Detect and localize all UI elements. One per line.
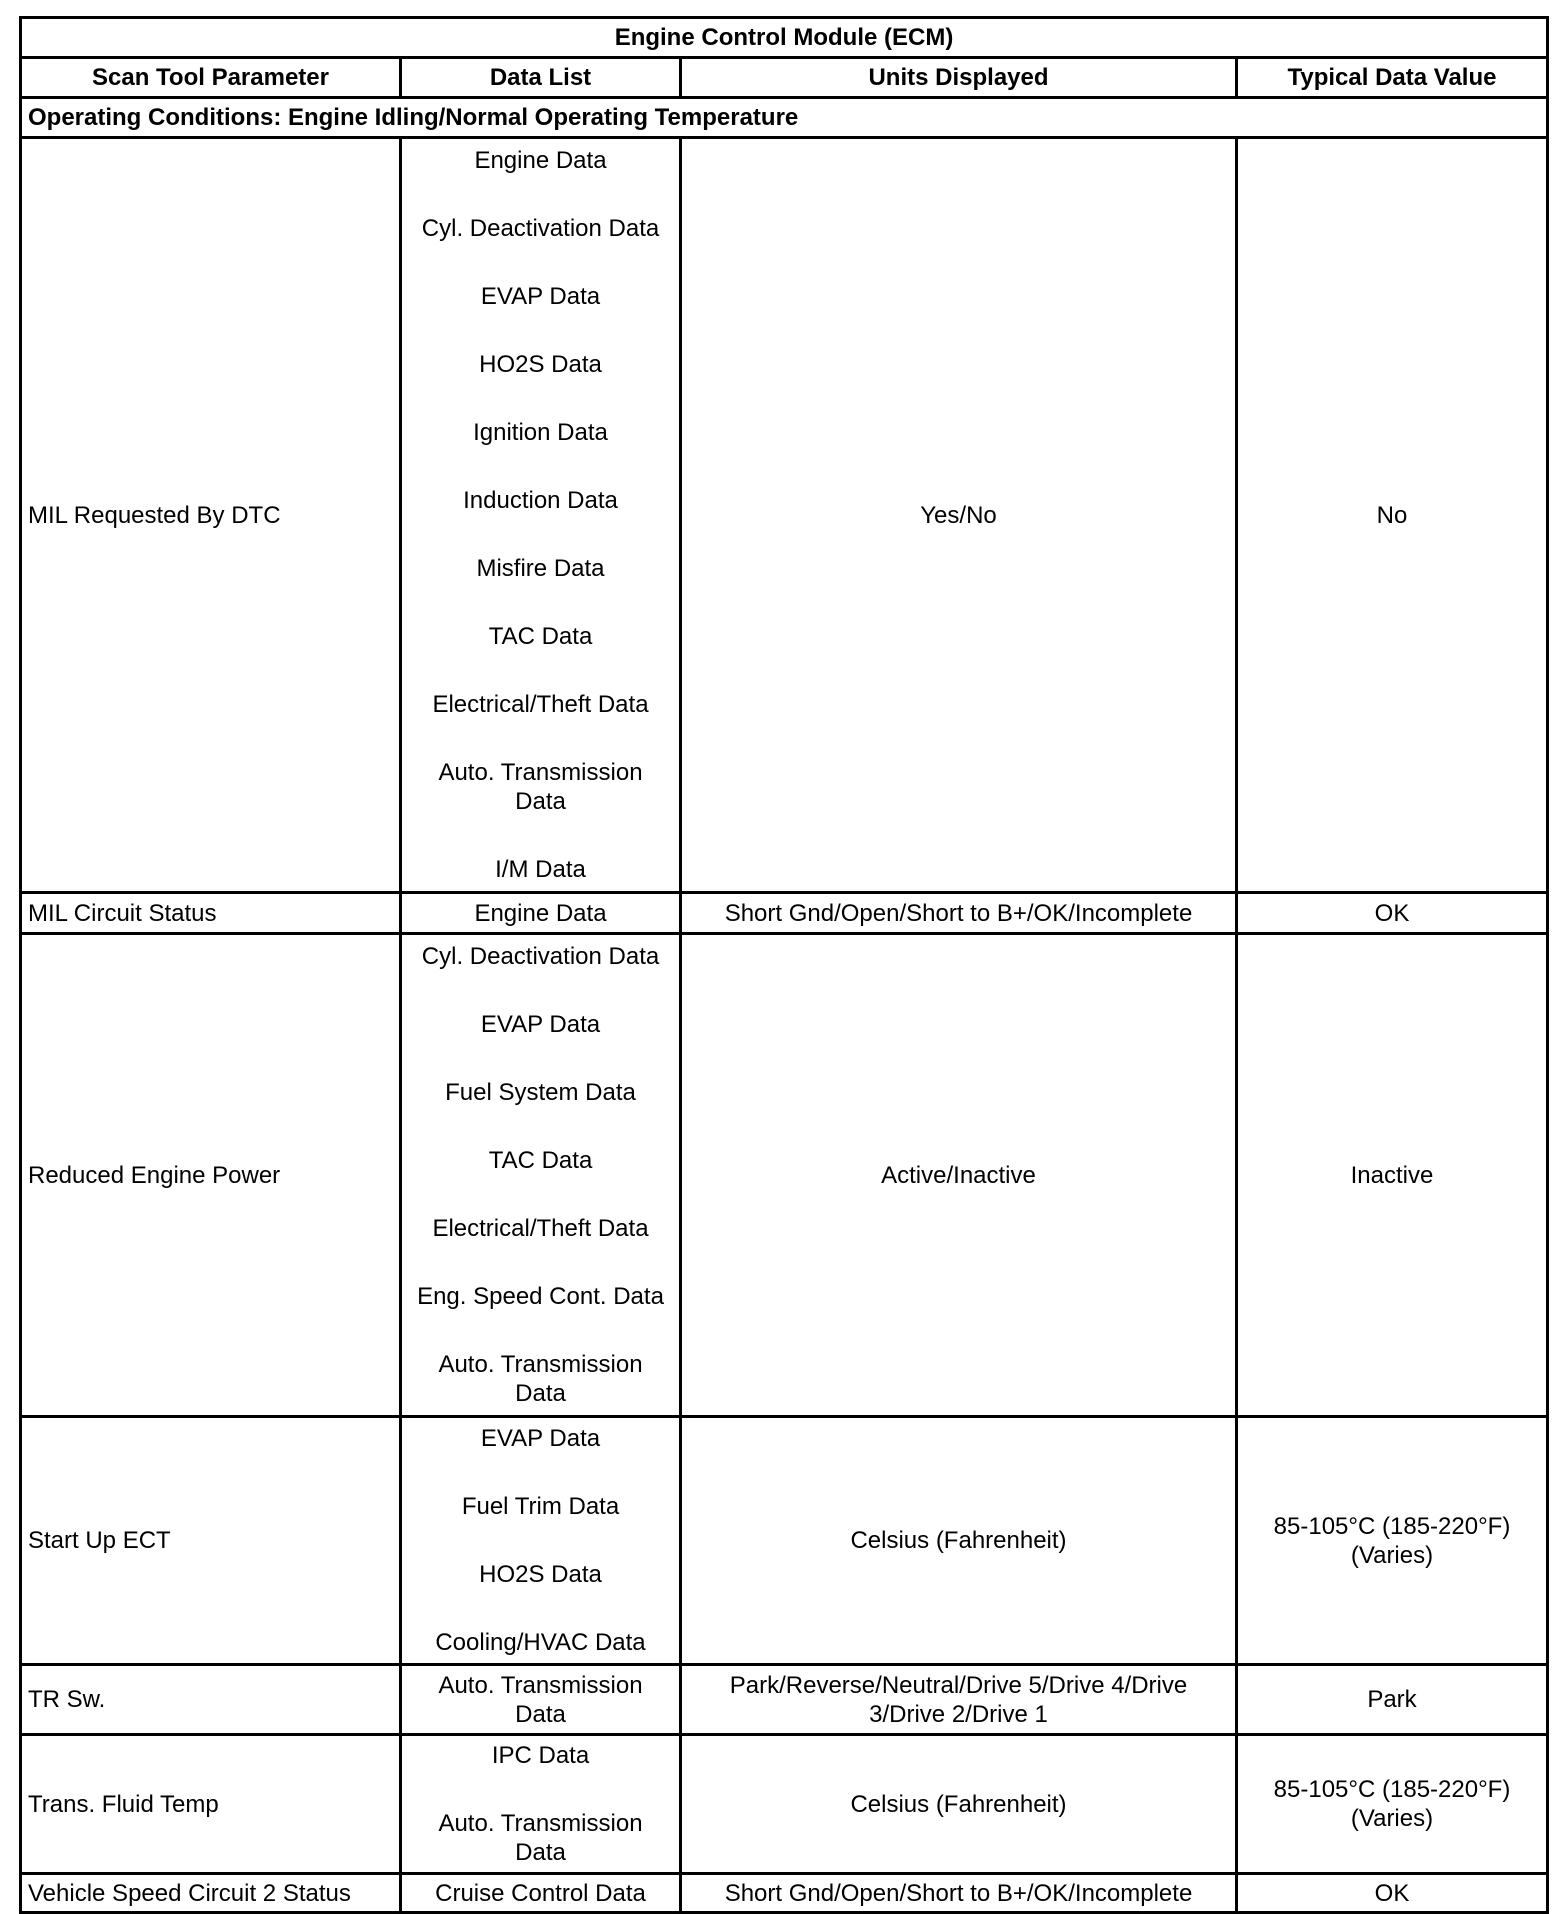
data-list-item: TAC Data	[488, 1147, 593, 1174]
typical-data-value-cell	[1237, 1735, 1548, 1874]
data-list-item: I/M Data	[495, 856, 586, 883]
scan-tool-parameter: Vehicle Speed Circuit 2 Status	[21, 1874, 401, 1913]
typical-data-value: OK	[1237, 893, 1548, 934]
scan-tool-parameter: TR Sw.	[21, 1665, 401, 1735]
data-list-item: Auto. Transmission Data	[438, 1351, 643, 1407]
data-list-item: TAC Data	[488, 623, 593, 650]
data-list-cell	[401, 138, 681, 893]
data-list-item: HO2S Data	[479, 351, 602, 378]
data-list-item: Cooling/HVAC Data	[435, 1629, 646, 1656]
operating-conditions: Operating Conditions: Engine Idling/Normal Operating Temperature	[21, 98, 1548, 138]
column-header-data-list: Data List	[401, 58, 681, 98]
data-list-cell	[401, 893, 681, 934]
scan-tool-parameter: MIL Requested By DTC	[21, 138, 401, 893]
data-list-item: EVAP Data	[480, 1425, 601, 1452]
table-row	[21, 1874, 1548, 1913]
scan-tool-parameter: MIL Circuit Status	[21, 893, 401, 934]
units-displayed: Short Gnd/Open/Short to B+/OK/Incomplete	[681, 893, 1237, 934]
typical-data-value: Inactive	[1237, 934, 1548, 1417]
units-displayed: Active/Inactive	[681, 934, 1237, 1417]
data-list-item: EVAP Data	[480, 283, 601, 310]
data-list-item: Eng. Speed Cont. Data	[417, 1283, 664, 1310]
table-row	[21, 934, 1548, 1417]
column-header-row	[21, 58, 1548, 98]
data-list-item: IPC Data	[491, 1742, 590, 1769]
data-list-item: Electrical/Theft Data	[432, 691, 649, 718]
typical-data-value: 85-105°C (185-220°F) (Varies)	[1273, 1776, 1511, 1832]
data-list-item: Fuel System Data	[445, 1079, 636, 1106]
typical-data-value-cell	[1237, 1417, 1548, 1665]
table-row	[21, 1665, 1548, 1735]
data-list-cell	[401, 1874, 681, 1913]
units-displayed: Short Gnd/Open/Short to B+/OK/Incomplete	[681, 1874, 1237, 1913]
units-displayed: Yes/No	[681, 138, 1237, 893]
typical-data-value: Park	[1237, 1665, 1548, 1735]
units-displayed: Celsius (Fahrenheit)	[681, 1735, 1237, 1874]
table-title: Engine Control Module (ECM)	[21, 18, 1548, 58]
data-list-item: Cruise Control Data	[435, 1879, 646, 1907]
column-header-scan-tool-parameter: Scan Tool Parameter	[21, 58, 401, 98]
scan-tool-parameter: Trans. Fluid Temp	[21, 1735, 401, 1874]
data-list-item: Cyl. Deactivation Data	[421, 215, 660, 242]
table-row	[21, 1417, 1548, 1665]
data-list-item: Misfire Data	[476, 555, 605, 582]
data-list-item: Auto. Transmission Data	[438, 759, 643, 815]
data-list-item: Fuel Trim Data	[461, 1493, 620, 1520]
data-list-item: Induction Data	[463, 487, 618, 514]
data-list-item: EVAP Data	[480, 1011, 601, 1038]
data-list-item: Engine Data	[474, 147, 607, 174]
data-list-item: Cyl. Deactivation Data	[421, 943, 660, 970]
data-list-item: Auto. Transmission Data	[438, 1671, 643, 1728]
table-row	[21, 893, 1548, 934]
data-list-cell	[401, 1417, 681, 1665]
data-list-cell	[401, 1735, 681, 1874]
scan-tool-parameter: Start Up ECT	[21, 1417, 401, 1665]
data-list-cell	[401, 934, 681, 1417]
table-row	[21, 1735, 1548, 1874]
ecm-data-table	[19, 16, 1549, 1914]
table-title-row	[21, 18, 1548, 58]
data-list-item: Engine Data	[474, 899, 607, 927]
data-list-item: Ignition Data	[473, 419, 608, 446]
typical-data-value: 85-105°C (185-220°F) (Varies)	[1273, 1512, 1511, 1569]
units-displayed: Park/Reverse/Neutral/Drive 5/Drive 4/Drive 3/Drive 2/Drive 1	[729, 1671, 1188, 1728]
column-header-units-displayed: Units Displayed	[681, 58, 1237, 98]
table-row	[21, 138, 1548, 893]
data-list-cell	[401, 1665, 681, 1735]
data-list-item: Auto. Transmission Data	[438, 1810, 643, 1866]
operating-conditions-row	[21, 98, 1548, 138]
column-header-typical-data-value: Typical Data Value	[1237, 58, 1548, 98]
typical-data-value: No	[1237, 138, 1548, 893]
scan-tool-parameter: Reduced Engine Power	[21, 934, 401, 1417]
typical-data-value: OK	[1237, 1874, 1548, 1913]
units-displayed-cell	[681, 1665, 1237, 1735]
data-list-item: Electrical/Theft Data	[432, 1215, 649, 1242]
units-displayed: Celsius (Fahrenheit)	[681, 1417, 1237, 1665]
data-list-item: HO2S Data	[479, 1561, 602, 1588]
